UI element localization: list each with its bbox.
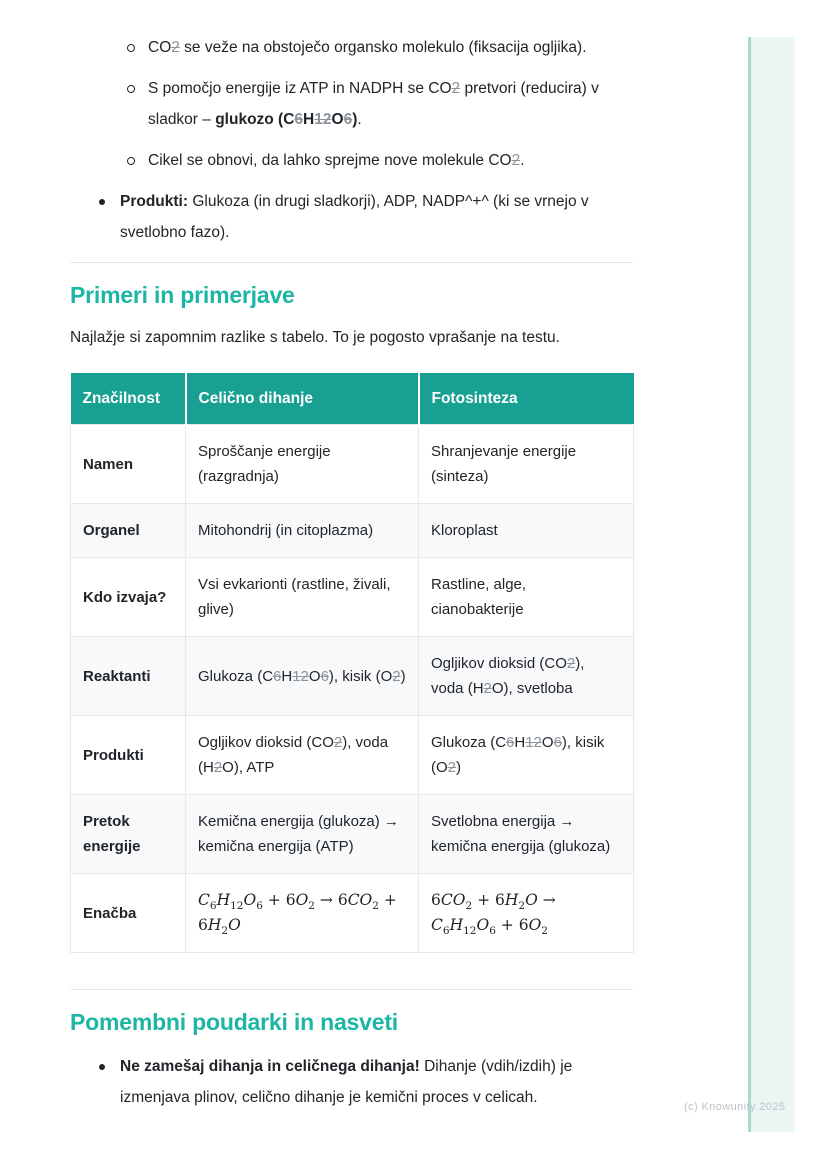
comparison-table	[70, 373, 634, 953]
list-item	[70, 32, 633, 63]
dot-bullet-icon	[99, 199, 105, 205]
table-row	[71, 558, 634, 637]
table-header-row	[71, 373, 634, 425]
document-content	[70, 0, 633, 1113]
table-cell: Sproščanje energije (razgradnja)	[186, 425, 419, 504]
list-item-text: S pomočjo energije iz ATP in NADPH se CO2 pretvori (reducira) v sladkor – glukozo (C6H12O6).	[148, 80, 599, 128]
table-cell: Glukoza (C6H12O6), kisik (O2)	[419, 716, 634, 795]
section-title-tips: Pomembni poudarki in nasveti	[70, 1009, 398, 1035]
table-header-cell: Značilnost	[71, 373, 186, 425]
section-divider	[70, 989, 633, 990]
table-cell: Glukoza (C6H12O6), kisik (O2)	[186, 637, 419, 716]
list-item	[70, 73, 633, 135]
circle-bullet-icon	[127, 157, 135, 165]
table-cell: $6CO_2 + 6H_2O \to C_6H_{12}O_6 + 6O_2$	[419, 874, 634, 953]
row-label: Pretok energije	[71, 795, 186, 874]
table-cell: $C_6H_{12}O_6 + 6O_2 \to 6CO_2 + 6H_2O$	[186, 874, 419, 953]
row-label: Produkti	[71, 716, 186, 795]
section-title-examples: Primeri in primerjave	[70, 282, 295, 308]
table-header-cell: Fotosinteza	[419, 373, 634, 425]
table-row	[71, 795, 634, 874]
section-divider	[70, 262, 633, 263]
table-cell: Ogljikov dioksid (CO2), voda (H2O), svetloba	[419, 637, 634, 716]
row-label: Namen	[71, 425, 186, 504]
list-item-text: CO2 se veže na obstoječo organsko molekulo (fiksacija ogljika).	[148, 39, 587, 56]
section-intro-text: Najlažje si zapomnim razlike s tabelo. To je pogosto vprašanje na testu.	[70, 329, 560, 346]
table-row	[71, 716, 634, 795]
intro-list	[70, 0, 633, 248]
row-label: Enačba	[71, 874, 186, 953]
copyright-footer: (c) Knowunity 2025	[684, 1101, 786, 1113]
table-row	[71, 874, 634, 953]
row-label: Organel	[71, 504, 186, 558]
next-page-edge-strip	[748, 37, 795, 1132]
list-item-text: Cikel se obnovi, da lahko sprejme nove molekule CO2.	[148, 152, 525, 169]
row-label: Reaktanti	[71, 637, 186, 716]
list-item	[70, 1051, 633, 1113]
table-cell: Kemična energija (glukoza) → kemična energija (ATP)	[186, 795, 419, 874]
table-cell: Ogljikov dioksid (CO2), voda (H2O), ATP	[186, 716, 419, 795]
list-item-text: Ne zamešaj dihanja in celičnega dihanja! Dihanje (vdih/izdih) je izmenjava plinov, celično dihanje je kemični proces v celicah.	[120, 1058, 573, 1106]
table-row	[71, 637, 634, 716]
circle-bullet-icon	[127, 44, 135, 52]
row-label: Kdo izvaja?	[71, 558, 186, 637]
dot-bullet-icon	[99, 1064, 105, 1070]
table-cell: Mitohondrij (in citoplazma)	[186, 504, 419, 558]
tips-list	[70, 1037, 633, 1113]
circle-bullet-icon	[127, 85, 135, 93]
table-cell: Rastline, alge, cianobakterije	[419, 558, 634, 637]
list-item	[70, 186, 633, 248]
table-cell: Svetlobna energija → kemična energija (glukoza)	[419, 795, 634, 874]
table-cell: Kloroplast	[419, 504, 634, 558]
list-item-text: Produkti: Glukoza (in drugi sladkorji), ADP, NADP^+^ (ki se vrnejo v svetlobno fazo).	[120, 193, 589, 241]
table-header-cell: Celično dihanje	[186, 373, 419, 425]
table-cell: Shranjevanje energije (sinteza)	[419, 425, 634, 504]
list-item	[70, 145, 633, 176]
table-row	[71, 425, 634, 504]
table-cell: Vsi evkarionti (rastline, živali, glive)	[186, 558, 419, 637]
table-row	[71, 504, 634, 558]
